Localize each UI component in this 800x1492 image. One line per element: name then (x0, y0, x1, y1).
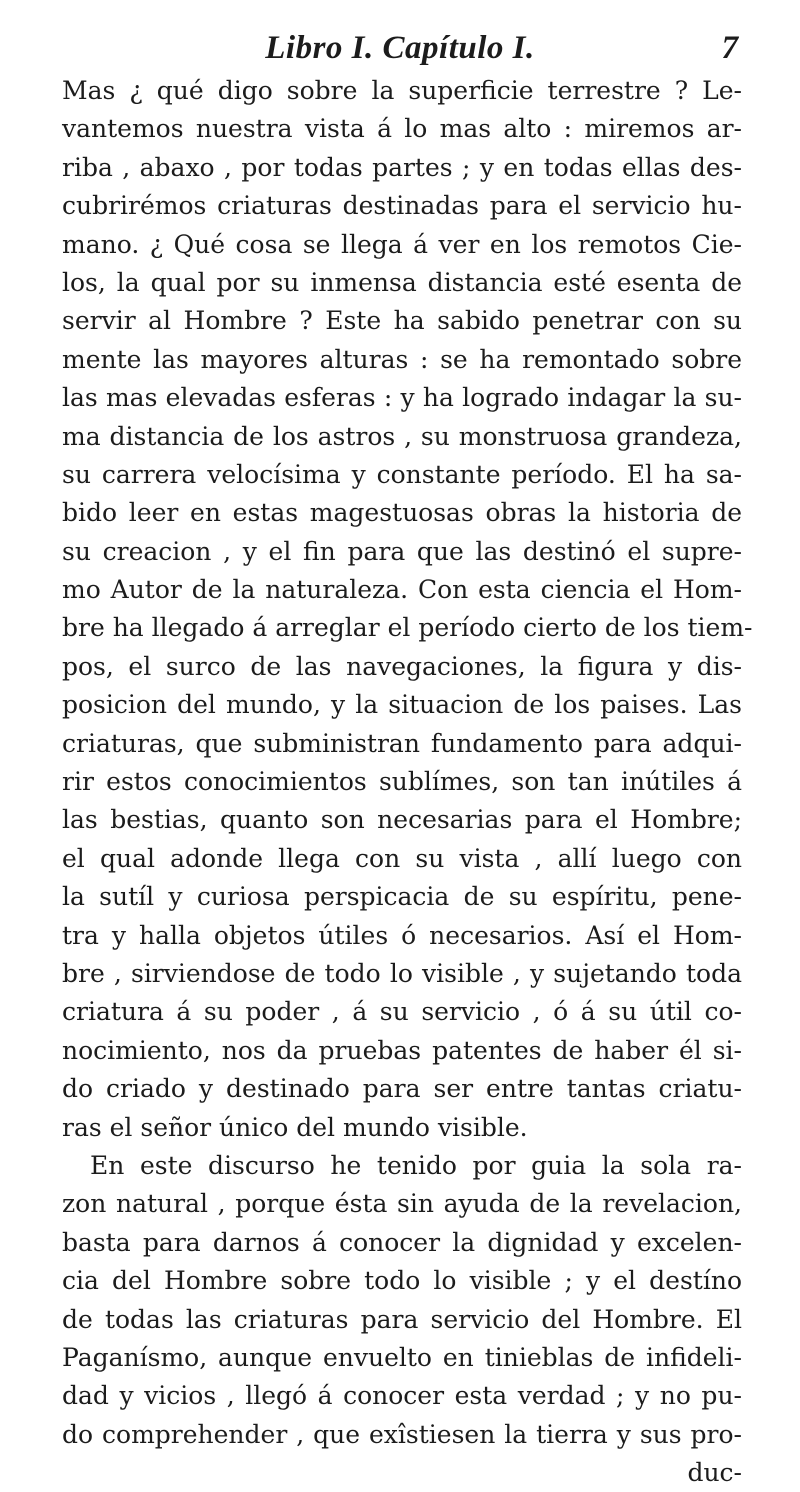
catchword: duc- (687, 1458, 742, 1488)
text-line: nocimiento, nos da pruebas patentes de haber él si- (62, 1035, 742, 1065)
text-line: su carrera velocísima y constante período. El ha sa- (62, 459, 742, 489)
paragraph-last-line: ras el señor único del mundo visible. (62, 1112, 528, 1142)
text-line: Paganísmo, aunque envuelto en tinieblas de infideli- (62, 1342, 742, 1372)
running-head (0, 30, 800, 70)
text-line: cia del Hombre sobre todo lo visible ; y el destíno (62, 1266, 742, 1296)
text-line: basta para darnos á conocer la dignidad y excelen- (62, 1227, 742, 1257)
text-line: bre ha llegado á arreglar el período cierto de los tiem- (62, 613, 753, 643)
text-line: la sutíl y curiosa perspicacia de su espíritu, pene- (62, 882, 742, 912)
text-line: los, la qual por su inmensa distancia esté esenta de (62, 267, 742, 297)
text-line: Mas ¿ qué digo sobre la superficie terrestre ? Le- (62, 76, 742, 105)
text-line: servir al Hombre ? Este ha sabido penetrar con su (62, 306, 742, 336)
text-line: el qual adonde llega con su vista , allí luego con (62, 843, 742, 873)
text-line: mano. ¿ Qué cosa se llega á ver en los remotos Cie- (62, 229, 742, 259)
text-line: su creacion , y el fin para que las destinó el supre- (62, 536, 742, 566)
text-line: pos, el surco de las navegaciones, la figura y dis- (62, 651, 742, 681)
page-number: 7 (721, 30, 738, 66)
text-line: tra y halla objetos útiles ó necesarios. Así el Hom- (62, 920, 742, 950)
text-line: de todas las criaturas para servicio del Hombre. El (62, 1304, 742, 1334)
text-line: posicion del mundo, y la situacion de los paises. Las (62, 690, 742, 720)
text-line: ma distancia de los astros , su monstruosa grandeza, (62, 421, 742, 451)
running-title: Libro I. Capítulo I. (265, 30, 535, 66)
text-line: cubrirémos criaturas destinadas para el servicio hu- (62, 191, 742, 221)
text-line: riba , abaxo , por todas partes ; y en todas ellas des- (62, 152, 742, 182)
text-line: mente las mayores alturas : se ha remontado sobre (62, 344, 742, 374)
text-line: mo Autor de la naturaleza. Con esta ciencia el Hom- (62, 575, 742, 605)
body-text (62, 72, 753, 1492)
text-line: rir estos conocimientos sublímes, son tan inútiles á (62, 767, 742, 797)
paragraph-first-line: En este discurso he tenido por guia la sola ra- (90, 1150, 742, 1180)
text-line: dad y vicios , llegó á conocer esta verdad ; y no pu- (62, 1381, 742, 1411)
text-line: vantemos nuestra vista á lo mas alto : miremos ar- (62, 114, 742, 144)
text-line: bido leer en estas magestuosas obras la historia de (62, 498, 742, 528)
text-line: criatura á su poder , á su servicio , ó á su útil co- (62, 997, 742, 1027)
text-line: criaturas, que subministran fundamento para adqui- (62, 728, 742, 758)
text-line: las mas elevadas esferas : y ha logrado indagar la su- (62, 383, 742, 413)
text-line: las bestias, quanto son necesarias para el Hombre; (62, 805, 742, 835)
text-line: do criado y destinado para ser entre tantas criatu- (62, 1074, 742, 1104)
text-line: zon natural , porque ésta sin ayuda de la revelacion, (62, 1189, 742, 1219)
text-line: bre , sirviendose de todo lo visible , y sujetando toda (62, 958, 742, 988)
text-line: do comprehender , que exîstiesen la tierra y sus pro- (62, 1419, 742, 1449)
